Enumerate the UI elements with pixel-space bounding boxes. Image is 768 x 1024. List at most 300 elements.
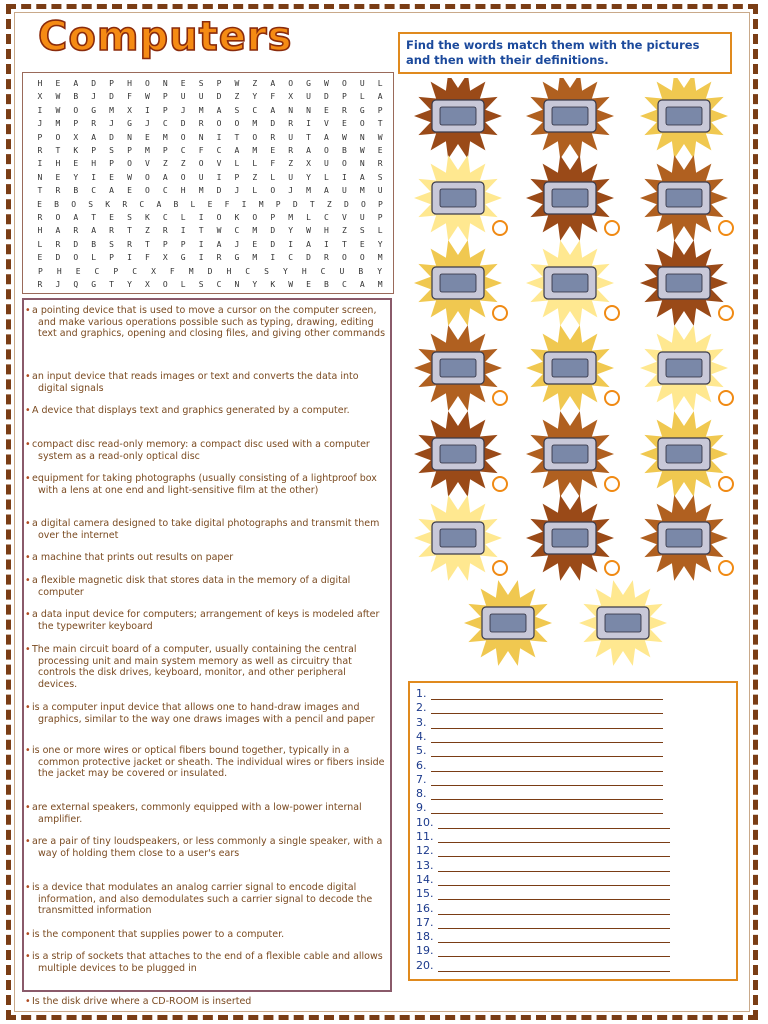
grid-row: [31, 92, 389, 101]
grid-letter: L: [270, 172, 276, 182]
grid-letter: O: [252, 132, 258, 142]
definition-text: a pointing device that is used to move a cursor on the computer screen, and make various operations possible such as typing, drawing, editing text and graphics, opening and closing files, and giving other commands: [32, 305, 386, 340]
grid-letter: T: [377, 119, 383, 129]
grid-letter: S: [127, 213, 132, 222]
grid-letter: G: [91, 280, 97, 289]
grid-letter: W: [234, 79, 240, 88]
grid-letter: H: [37, 79, 43, 88]
grid-letter: K: [105, 199, 111, 209]
answer-number: 11.: [416, 830, 434, 843]
grid-letter: M: [188, 266, 194, 276]
grid-letter: Z: [180, 159, 186, 169]
grid-letter: X: [127, 105, 132, 115]
grid-row: [31, 119, 389, 128]
grid-letter: O: [341, 159, 347, 169]
grid-letter: P: [162, 105, 168, 115]
grid-letter: D: [91, 79, 97, 88]
grid-letter: O: [216, 119, 222, 129]
grid-letter: R: [377, 159, 383, 169]
grid-letter: L: [91, 253, 97, 263]
grid-letter: Z: [326, 199, 332, 209]
grid-letter: S: [377, 172, 383, 182]
headphones-picture: [414, 240, 507, 326]
grid-letter: D: [109, 132, 114, 142]
definition-text: A device that displays text and graphics generated by a computer.: [32, 405, 350, 416]
grid-letter: L: [252, 186, 258, 196]
grid-letter: L: [180, 213, 186, 222]
answer-number: 12.: [416, 844, 434, 858]
grid-letter: X: [73, 132, 79, 142]
grid-letter: C: [288, 253, 294, 263]
grid-letter: M: [252, 146, 258, 155]
answer-line[interactable]: [416, 786, 663, 800]
grid-letter: S: [359, 226, 365, 236]
definition-item: [25, 644, 385, 690]
grid-letter: A: [359, 280, 365, 289]
grid-letter: N: [234, 280, 240, 289]
grid-letter: H: [56, 266, 62, 276]
grid-letter: Z: [252, 79, 258, 88]
grid-letter: F: [224, 199, 230, 209]
grid-letter: M: [306, 186, 311, 196]
grid-letter: J: [109, 119, 114, 129]
grid-letter: J: [55, 280, 61, 289]
answer-blank[interactable]: [438, 861, 670, 872]
printer-picture: [526, 495, 619, 581]
grid-letter: E: [207, 199, 213, 209]
grid-letter: T: [109, 280, 114, 289]
grid-letter: A: [306, 239, 311, 249]
grid-letter: D: [216, 92, 222, 102]
grid-letter: A: [306, 146, 311, 155]
definition-text: a flexible magnetic disk that stores data in the memory of a digital computer: [32, 575, 351, 598]
grid-letter: R: [216, 253, 222, 263]
grid-letter: I: [306, 119, 311, 129]
motherboard-picture: [640, 78, 728, 159]
grid-letter: M: [258, 199, 264, 209]
pda-picture: [640, 240, 733, 326]
grid-letter: Y: [377, 239, 383, 249]
definition-text: an input device that reads images or text and converts the data into digital signals: [32, 371, 359, 394]
grid-letter: M: [162, 132, 168, 142]
definition-item: [25, 745, 385, 780]
grid-letter: J: [91, 92, 97, 102]
grid-letter: A: [216, 105, 222, 115]
answer-line[interactable]: [416, 886, 670, 900]
grid-letter: B: [73, 92, 79, 102]
grid-letter: A: [359, 172, 365, 182]
answer-line[interactable]: [416, 758, 663, 772]
grid-letter: L: [306, 213, 311, 222]
grid-letter: P: [109, 253, 114, 263]
page-title: Computers: [38, 14, 293, 60]
mouse-picture: [414, 495, 507, 581]
grid-letter: P: [127, 146, 132, 155]
grid-letter: C: [341, 280, 347, 289]
grid-letter: R: [55, 239, 61, 249]
grid-letter: P: [91, 146, 97, 155]
definition-text: is the component that supplies power to a computer.: [32, 929, 285, 940]
grid-letter: P: [341, 92, 347, 102]
grid-letter: O: [144, 186, 150, 196]
grid-letter: Y: [377, 266, 383, 276]
grid-letter: T: [309, 199, 315, 209]
grid-letter: F: [270, 92, 276, 102]
grid-letter: O: [73, 105, 79, 115]
grid-letter: O: [162, 280, 168, 289]
bullet: •: [25, 951, 31, 962]
grid-letter: O: [359, 119, 365, 129]
grid-letter: R: [198, 119, 204, 129]
grid-letter: O: [180, 172, 186, 182]
answer-blank[interactable]: [431, 746, 663, 757]
grid-letter: R: [270, 132, 276, 142]
grid-letter: Y: [288, 226, 294, 236]
answer-line[interactable]: [416, 929, 670, 943]
grid-letter: L: [324, 172, 329, 182]
grid-letter: E: [109, 172, 114, 182]
monitor-picture: [526, 155, 619, 241]
answer-blank[interactable]: [438, 818, 670, 829]
grid-letter: W: [216, 226, 222, 236]
grid-letter: A: [324, 132, 329, 142]
bullet: •: [25, 802, 31, 813]
answer-blank[interactable]: [431, 789, 663, 800]
grid-letter: G: [127, 119, 132, 129]
grid-letter: J: [37, 119, 43, 129]
scanner-picture: [526, 78, 614, 159]
answer-number: 5.: [416, 744, 427, 758]
grid-letter: B: [91, 239, 97, 249]
grid-letter: G: [234, 253, 240, 263]
definition-item: [25, 609, 385, 632]
answer-blank[interactable]: [431, 803, 663, 814]
bullet: •: [25, 575, 31, 586]
grid-letter: V: [341, 213, 347, 222]
grid-letter: L: [37, 239, 43, 249]
answers-box: [408, 681, 738, 981]
grid-letter: Z: [252, 172, 258, 182]
grid-row: [31, 226, 389, 235]
grid-letter: O: [144, 79, 150, 88]
grid-letter: D: [343, 199, 349, 209]
grid-letter: R: [37, 280, 43, 289]
grid-letter: Z: [288, 159, 294, 169]
grid-letter: P: [162, 92, 168, 102]
grid-letter: O: [55, 213, 61, 222]
grid-letter: N: [37, 172, 43, 182]
grid-row: [31, 79, 389, 88]
grid-letter: N: [288, 105, 294, 115]
definition-item: [25, 473, 385, 496]
answer-blank[interactable]: [438, 904, 670, 915]
grid-letter: O: [144, 172, 150, 182]
grid-letter: L: [377, 226, 383, 236]
grid-letter: Y: [127, 280, 132, 289]
grid-letter: E: [37, 199, 42, 209]
answer-blank[interactable]: [431, 732, 663, 743]
grid-letter: P: [73, 119, 79, 129]
grid-letter: C: [252, 105, 258, 115]
grid-letter: O: [252, 213, 258, 222]
grid-letter: D: [180, 119, 186, 129]
grid-letter: P: [37, 132, 43, 142]
bullet: •: [25, 473, 31, 484]
answer-line[interactable]: [416, 686, 663, 700]
grid-letter: S: [198, 79, 204, 88]
definition-item: [25, 836, 385, 859]
grid-letter: P: [378, 199, 383, 209]
grid-letter: I: [216, 172, 222, 182]
grid-letter: K: [144, 213, 150, 222]
grid-letter: N: [359, 132, 365, 142]
grid-letter: I: [127, 253, 132, 263]
definition-item: [25, 405, 385, 417]
grid-letter: P: [109, 159, 114, 169]
grid-letter: B: [324, 280, 329, 289]
grid-letter: I: [91, 172, 97, 182]
grid-letter: X: [162, 253, 168, 263]
answer-line[interactable]: [416, 800, 663, 814]
grid-letter: P: [377, 213, 383, 222]
definition-item: [25, 552, 385, 564]
grid-letter: A: [156, 199, 162, 209]
grid-letter: I: [180, 226, 186, 236]
grid-letter: E: [359, 239, 365, 249]
answer-line[interactable]: [416, 958, 670, 972]
answer-number: 18.: [416, 930, 434, 944]
grid-letter: H: [301, 266, 307, 276]
grid-letter: A: [162, 172, 168, 182]
answer-line[interactable]: [416, 858, 670, 872]
grid-letter: S: [109, 239, 114, 249]
cable-picture: [640, 495, 733, 581]
grid-letter: E: [377, 146, 383, 155]
grid-row: [31, 186, 389, 195]
grid-letter: H: [324, 226, 329, 236]
grid-letter: Y: [282, 266, 288, 276]
grid-letter: E: [55, 172, 61, 182]
grid-letter: J: [234, 239, 240, 249]
answer-line[interactable]: [416, 915, 670, 929]
grid-letter: E: [37, 253, 43, 263]
grid-letter: T: [127, 226, 132, 236]
grid-letter: A: [270, 105, 276, 115]
grid-letter: P: [216, 79, 222, 88]
grid-letter: W: [288, 280, 294, 289]
answer-blank[interactable]: [431, 761, 663, 772]
answer-number: 7.: [416, 772, 427, 786]
grid-letter: F: [144, 253, 150, 263]
bullet: •: [25, 439, 31, 450]
answer-line[interactable]: [416, 872, 670, 886]
grid-letter: O: [361, 199, 366, 209]
answer-line[interactable]: [416, 715, 663, 729]
grid-letter: L: [180, 280, 186, 289]
grid-letter: U: [306, 92, 311, 102]
bullet: •: [25, 371, 31, 382]
grid-letter: U: [324, 159, 329, 169]
definition-item: [25, 882, 385, 917]
grid-letter: S: [88, 199, 94, 209]
grid-letter: O: [341, 253, 347, 263]
grid-letter: E: [73, 159, 79, 169]
grid-letter: J: [234, 186, 240, 196]
definition-text: is a strip of sockets that attaches to the end of a flexible cable and allows multiple devices to be plugged in: [32, 951, 383, 974]
grid-letter: P: [377, 105, 383, 115]
grid-letter: V: [324, 119, 329, 129]
grid-letter: P: [180, 239, 186, 249]
answer-number: 19.: [416, 944, 434, 958]
answer-line[interactable]: [416, 772, 663, 786]
grid-letter: Y: [252, 92, 258, 102]
grid-letter: P: [162, 239, 168, 249]
grid-letter: C: [245, 266, 251, 276]
answer-blank[interactable]: [431, 689, 663, 700]
grid-letter: K: [234, 213, 240, 222]
grid-letter: A: [73, 213, 79, 222]
definition-text: a machine that prints out results on paper: [32, 552, 234, 563]
grid-letter: D: [73, 239, 79, 249]
definition-item: [25, 439, 385, 462]
grid-letter: I: [37, 105, 43, 115]
answer-line[interactable]: [416, 729, 663, 743]
grid-letter: D: [216, 186, 222, 196]
grid-letter: A: [377, 92, 383, 102]
grid-letter: I: [37, 159, 43, 169]
grid-letter: J: [288, 186, 294, 196]
grid-letter: L: [234, 159, 240, 169]
grid-letter: U: [180, 92, 186, 102]
grid-letter: R: [288, 146, 294, 155]
grid-letter: O: [341, 79, 347, 88]
answer-blank[interactable]: [438, 932, 670, 943]
grid-letter: W: [55, 92, 61, 102]
grid-letter: B: [358, 266, 364, 276]
grid-letter: A: [324, 186, 329, 196]
grid-letter: C: [94, 266, 100, 276]
grid-letter: O: [324, 146, 329, 155]
answer-blank[interactable]: [438, 918, 670, 929]
answer-blank[interactable]: [438, 846, 670, 857]
answer-line[interactable]: [416, 743, 663, 757]
grid-letter: G: [91, 105, 97, 115]
grid-letter: A: [216, 239, 222, 249]
camera-picture: [579, 580, 667, 666]
grid-letter: J: [144, 119, 150, 129]
grid-letter: O: [55, 132, 61, 142]
grid-letter: E: [109, 213, 114, 222]
grid-row: [31, 240, 389, 249]
grid-letter: R: [109, 226, 114, 236]
grid-letter: S: [264, 266, 269, 276]
cd-drive-picture: [526, 325, 619, 411]
answer-number: 10.: [416, 815, 434, 829]
grid-letter: M: [109, 105, 114, 115]
definition-text: are a pair of tiny loudspeakers, or less commonly a single speaker, with a way of holding them close to a user's ears: [32, 836, 383, 859]
grid-letter: M: [252, 253, 258, 263]
definition-text: is a computer input device that allows one to hand-draw images and graphics, similar to the way one draws images with a pencil and paper: [32, 702, 375, 725]
grid-letter: U: [359, 79, 365, 88]
answer-line[interactable]: [416, 815, 670, 829]
grid-letter: F: [270, 159, 276, 169]
grid-letter: D: [292, 199, 298, 209]
grid-row: [31, 200, 389, 209]
grid-letter: P: [275, 199, 281, 209]
answer-blank[interactable]: [438, 875, 670, 886]
grid-letter: S: [198, 280, 204, 289]
grid-letter: E: [127, 186, 132, 196]
grid-letter: P: [109, 79, 114, 88]
grid-letter: D: [270, 226, 276, 236]
answer-blank[interactable]: [431, 775, 663, 786]
grid-letter: O: [127, 159, 132, 169]
grid-letter: P: [234, 172, 240, 182]
bullet: •: [25, 882, 31, 893]
grid-letter: G: [306, 79, 311, 88]
grid-letter: R: [122, 199, 128, 209]
grid-letter: I: [341, 172, 347, 182]
answer-line[interactable]: [416, 901, 670, 915]
answer-line[interactable]: [416, 943, 670, 957]
grid-letter: U: [288, 132, 294, 142]
expansion-card-picture: [414, 325, 507, 411]
answer-line[interactable]: [416, 700, 663, 714]
answer-blank[interactable]: [438, 832, 670, 843]
grid-letter: E: [252, 239, 258, 249]
grid-letter: M: [144, 146, 150, 155]
grid-letter: M: [252, 119, 258, 129]
answer-blank[interactable]: [438, 889, 670, 900]
answer-blank[interactable]: [438, 946, 670, 957]
answer-blank[interactable]: [431, 718, 663, 729]
grid-letter: W: [144, 92, 150, 102]
answer-number: 15.: [416, 887, 434, 901]
answer-blank[interactable]: [438, 961, 670, 972]
grid-letter: N: [306, 105, 311, 115]
answer-line[interactable]: [416, 829, 670, 843]
modem-picture: [526, 240, 619, 326]
grid-letter: C: [234, 226, 240, 236]
grid-letter: A: [91, 226, 97, 236]
grid-letter: Y: [252, 280, 258, 289]
grid-letter: R: [341, 105, 347, 115]
grid-letter: E: [270, 146, 276, 155]
grid-letter: R: [37, 213, 43, 222]
grid-letter: X: [306, 159, 311, 169]
grid-letter: B: [54, 199, 59, 209]
grid-letter: L: [359, 92, 365, 102]
grid-letter: K: [270, 280, 276, 289]
speakers-picture: [640, 155, 733, 241]
grid-letter: S: [234, 105, 240, 115]
grid-letter: E: [75, 266, 81, 276]
grid-letter: F: [198, 146, 204, 155]
grid-letter: H: [55, 159, 61, 169]
bullet: •: [25, 405, 31, 416]
grid-letter: W: [127, 172, 132, 182]
grid-letter: P: [162, 146, 168, 155]
grid-letter: W: [306, 226, 311, 236]
grid-letter: J: [180, 105, 186, 115]
grid-letter: Y: [306, 172, 311, 182]
answer-number: 17.: [416, 915, 434, 929]
grid-letter: M: [198, 105, 204, 115]
answer-blank[interactable]: [431, 703, 663, 714]
grid-letter: K: [73, 146, 79, 155]
answer-line[interactable]: [416, 843, 670, 857]
grid-letter: R: [288, 119, 294, 129]
